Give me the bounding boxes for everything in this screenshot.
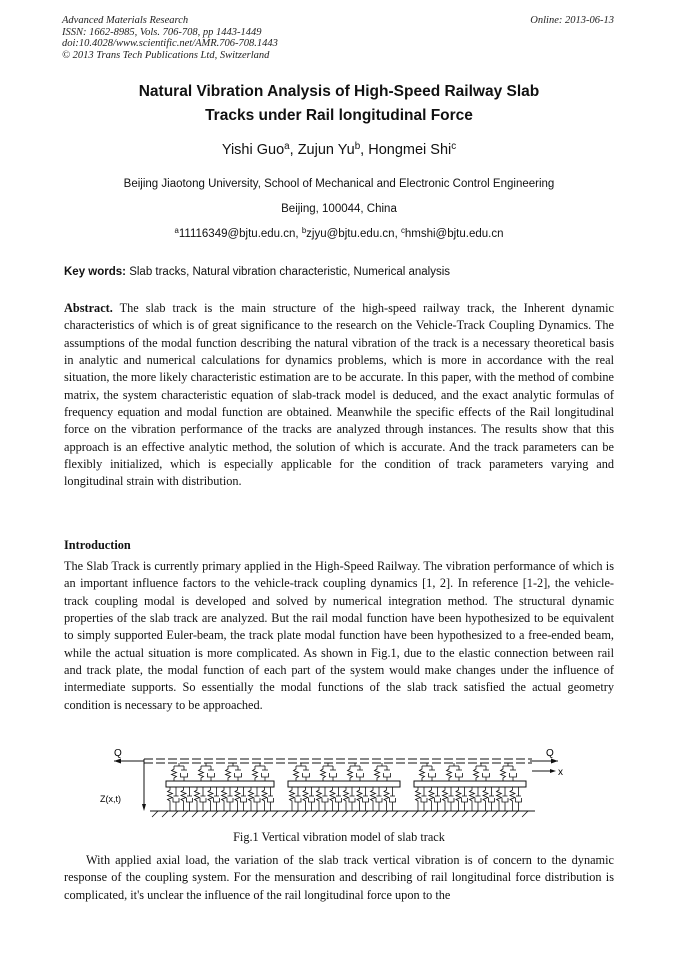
fastener-support [474, 763, 490, 781]
author: Hongmei Shi$^c$ [368, 141, 457, 158]
keywords [64, 266, 450, 278]
fastener-support [172, 763, 188, 781]
fastener-support [474, 763, 490, 781]
email[interactable]: $^c$hmshi@bjtu.edu.cn [400, 226, 504, 240]
foundation-support [195, 787, 207, 811]
foundation-support [470, 787, 482, 811]
foundation-support [357, 787, 369, 811]
fastener-support [420, 763, 436, 781]
foundation-support [262, 787, 274, 811]
affiliation-line-1: Beijing Jiaotong University, School of Mechanical and Electronic Control Engineering [123, 178, 555, 190]
introduction-paragraph-1: The Slab Track is currently primary applied in the High-Speed Railway. The vibration performance of which is an important influence factors to the vehicle-track coupling dynamics [1, 2]. In reference [1-2], the vehicle-track coupling modal is developed and solved by numerical integration method. The structural dynamic properties of the slab track are analyzed. But the rail modal function have been hypothesized to be equivalent to simply supported Euler-beam, the track plate modal function have been hypothesized to a free-ended beam, while the actual situation is more complicated. As shown in Fig.1, due to the elastic connection between rail and track plate, the modal function of each part of the system would make changes under the influence of intermediate supports. So essentially the modal functions of the slab track satisfied the actual geometry condition is necessary to be approached. [64, 559, 614, 712]
foundation-support [371, 787, 383, 811]
keywords-label: Key words: [64, 266, 126, 278]
issn: ISSN: 1662-8985, Vols. 706-708, pp 1443-1449 [62, 26, 262, 38]
foundation-support [344, 787, 356, 811]
title-line-2: Tracks under Rail longitudinal Force [205, 107, 473, 124]
z-axis-label: Z(x,t) [100, 794, 121, 804]
foundation-support [222, 787, 234, 811]
author: Zujun Yu$^b$, [297, 141, 369, 158]
foundation-support [456, 787, 468, 811]
email[interactable]: $^a$11116349@bjtu.edu.cn, [174, 226, 302, 240]
fastener-support [420, 763, 436, 781]
foundation-support [497, 787, 509, 811]
affiliation-line-2: Beijing, 100044, China [281, 203, 397, 215]
fastener-support [447, 763, 463, 781]
fastener-support [199, 763, 215, 781]
foundation-support [303, 787, 315, 811]
keywords-text: Slab tracks, Natural vibration characteristic, Numerical analysis [126, 266, 451, 278]
track-slab [414, 781, 526, 787]
fastener-support [501, 763, 517, 781]
foundation-support [497, 787, 509, 811]
foundation-support [330, 787, 342, 811]
foundation-support [443, 787, 455, 811]
foundation-support [168, 787, 180, 811]
foundation-support [510, 787, 522, 811]
foundation-support [416, 787, 428, 811]
fastener-support [348, 763, 364, 781]
section-heading-introduction: Introduction [64, 538, 131, 552]
figure-caption: Fig.1 Vertical vibration model of slab track [233, 830, 445, 844]
foundation-support [330, 787, 342, 811]
foundation-support [235, 787, 247, 811]
fastener-support [226, 763, 242, 781]
foundation-support [510, 787, 522, 811]
copyright: © 2013 Trans Tech Publications Ltd, Switzerland [62, 49, 270, 61]
author: Yishi Guo$^a$, [221, 141, 298, 158]
fastener-support [199, 763, 215, 781]
abstract [64, 300, 614, 491]
fastener-support [226, 763, 242, 781]
fastener-support [321, 763, 337, 781]
foundation-support [443, 787, 455, 811]
foundation-support [235, 787, 247, 811]
foundation-support [181, 787, 193, 811]
abstract-label: Abstract. [64, 301, 113, 315]
foundation-support [290, 787, 302, 811]
journal-header [62, 15, 278, 61]
force-label-right: Q [546, 748, 554, 759]
fastener-support [253, 763, 269, 781]
doi: doi:10.4028/www.scientific.net/AMR.706-708.1443 [62, 38, 278, 49]
fastener-support [348, 763, 364, 781]
fastener-support [172, 763, 188, 781]
foundation-support [483, 787, 495, 811]
foundation-support [429, 787, 441, 811]
fastener-support [501, 763, 517, 781]
ground-hatching [152, 811, 528, 817]
foundation-support [222, 787, 234, 811]
fastener-support [447, 763, 463, 781]
journal-name: Advanced Materials Research [62, 15, 189, 26]
foundation-support [303, 787, 315, 811]
foundation-support [195, 787, 207, 811]
foundation-support [371, 787, 383, 811]
track-slab [288, 781, 400, 787]
foundation-support [429, 787, 441, 811]
track-slab [166, 781, 274, 787]
foundation-support [317, 787, 329, 811]
fastener-support [294, 763, 310, 781]
title-line-1: Natural Vibration Analysis of High-Speed Railway Slab [138, 83, 540, 100]
x-axis-label: x [558, 767, 563, 778]
fastener-support [321, 763, 337, 781]
foundation-support [290, 787, 302, 811]
foundation-support [483, 787, 495, 811]
introduction-paragraph-2: With applied axial load, the variation of the slab track vertical vibration is of concern to the dynamic response of the coupling system. For the mensuration and describing of rail longitudinal force distribution is complicated, it's unclear the influence of the rail longitudinal force upon to the [64, 853, 614, 902]
fastener-support [253, 763, 269, 781]
online-date: Online: 2013-06-13 [530, 15, 614, 26]
foundation-support [470, 787, 482, 811]
foundation-support [384, 787, 396, 811]
slab-track-figure [100, 745, 580, 823]
foundation-support [317, 787, 329, 811]
email[interactable]: $^b$zjyu@bjtu.edu.cn, [301, 226, 401, 240]
foundation-support [208, 787, 220, 811]
foundation-support [456, 787, 468, 811]
force-arrowhead-left [114, 759, 121, 764]
fastener-support [375, 763, 391, 781]
paper-title [40, 80, 638, 128]
foundation-support [344, 787, 356, 811]
force-arrowhead-right [551, 759, 558, 764]
foundation-support [262, 787, 274, 811]
foundation-support [384, 787, 396, 811]
fastener-support [375, 763, 391, 781]
foundation-support [416, 787, 428, 811]
foundation-support [208, 787, 220, 811]
abstract-text: The slab track is the main structure of the high-speed railway track, the Inherent dynamic characteristics of which is of great significance to the research on the Vehicle-Track Coupling Dynamics. The assumptions of the modal function describing the natural vibration of the track is a necessary theoretical basis in analytic and numerical calculations for dynamics problems, which is more in accordance with the real situation, the more likely characteristic estimation are to be accurate. In this paper, with the method of combine matrix, the system characteristic equation of slab-track model is deduced, and the exact analytic formulas of frequency equation and modal function are obtained. Meanwhile the specific effects of the Rail longitudinal force on the vibration performance of the tracks are analyzed through instances. The results show that this approach is an effective analytic method, the solution of which is accurate. And the track parameters can be flexibly initialized, which is especially applicable for the condition of track parameters varying and longitudinal strain with distribution. [64, 301, 614, 489]
z-axis-arrowhead [142, 804, 146, 811]
author-list [0, 142, 678, 158]
foundation-support [357, 787, 369, 811]
foundation-support [168, 787, 180, 811]
x-axis-arrowhead [550, 769, 556, 773]
foundation-support [181, 787, 193, 811]
foundation-support [249, 787, 261, 811]
email-list [0, 228, 678, 240]
fastener-support [294, 763, 310, 781]
foundation-support [249, 787, 261, 811]
force-label-left: Q [114, 748, 122, 759]
